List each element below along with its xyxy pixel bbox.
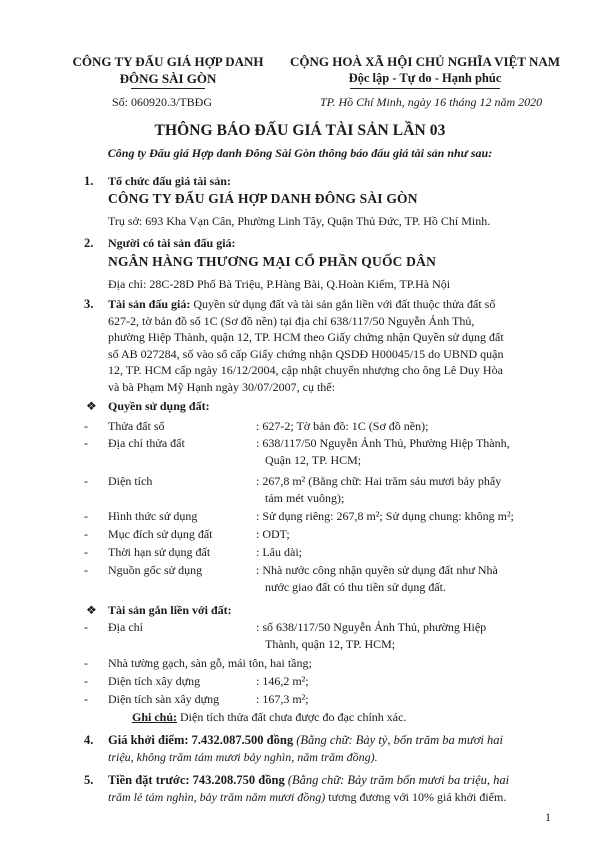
land-row-label: Thửa đất số xyxy=(108,419,165,433)
deposit-tail: tương đương với 10% giá khởi điểm. xyxy=(328,789,507,804)
attached-area-label: Diện tích xây dựng xyxy=(108,674,201,688)
land-row-value: : 638/117/50 Nguyễn Ảnh Thủ, Phường Hiệp Thành, xyxy=(256,436,510,450)
section-3-label: Tài sản đấu giá: xyxy=(108,297,191,311)
asset-line-1: Quyền sử dụng đất và tài sản gắn liền với đất thuộc thửa đất số xyxy=(193,297,496,311)
company-name-line1: CÔNG TY ĐẤU GIÁ HỢP DANH xyxy=(72,54,264,69)
dash: - xyxy=(84,419,88,433)
land-row-value-cont: tám mét vuông); xyxy=(265,491,345,505)
note-text: Diện tích thửa đất chưa được đo đạc chính xác. xyxy=(180,710,407,724)
document-title: THÔNG BÁO ĐẤU GIÁ TÀI SẢN LẦN 03 xyxy=(154,122,446,139)
attached-floor-value: : 167,3 m²; xyxy=(256,692,309,706)
dash: - xyxy=(84,509,88,523)
owner-address: Địa chỉ: 28C-28D Phố Bà Triệu, P.Hàng Bài, Q.Hoàn Kiếm, TP.Hà Nội xyxy=(108,277,451,291)
land-row-value: : Nhà nước công nhận quyền sử dụng đất như Nhà xyxy=(256,563,498,577)
land-row-label: Thời hạn sử dụng đất xyxy=(108,545,211,559)
section-5-number: 5. xyxy=(84,773,94,787)
starting-price xyxy=(108,732,552,765)
company-header xyxy=(58,53,278,89)
asset-line-5: 12, TP. HCM cấp ngày 16/12/2004, cập nhật chuyển nhượng cho ông Lê Duy Hòa xyxy=(108,363,503,377)
page-number: 1 xyxy=(545,810,551,824)
deposit-words-1: (Bằng chữ: Bảy trăm bốn mươi ba triệu, hai xyxy=(287,773,510,787)
land-row-label: Diện tích xyxy=(108,474,153,488)
dash: - xyxy=(84,656,88,670)
dash: - xyxy=(84,545,88,559)
land-row-value: : Lâu dài; xyxy=(256,545,302,559)
nation-underline xyxy=(350,88,500,89)
land-row-value: : ODT; xyxy=(256,527,290,541)
attached-bullet-icon: ❖ xyxy=(86,603,97,617)
nation-title: CỘNG HOÀ XÃ HỘI CHỦ NGHĨA VIỆT NAM xyxy=(289,54,561,69)
land-row-label: Mục đích sử dụng đất xyxy=(108,527,213,541)
section-3-number: 3. xyxy=(84,297,94,311)
section-3-body xyxy=(108,296,550,395)
land-row-value-cont: nước giao đất có thu tiền sử dụng đất. xyxy=(265,580,446,594)
intro-text: Công ty Đấu giá Hợp danh Đông Sài Gòn thông báo đấu giá tài sản như sau: xyxy=(107,146,493,160)
dash: - xyxy=(84,692,88,706)
asset-line-4: số AB 027284, số vào sổ cấp Giấy chứng nhận QSDĐ H00045/15 do UBND quận xyxy=(108,346,504,361)
starting-price-words-1: (Bằng chữ: Bảy tỷ, bốn trăm ba mươi hai xyxy=(296,733,503,747)
dash: - xyxy=(84,527,88,541)
land-row-label: Hình thức sử dụng xyxy=(108,509,198,523)
nation-motto: Độc lập - Tự do - Hạnh phúc xyxy=(348,71,502,85)
asset-line-6: và bà Phạm Mỹ Hạnh ngày 30/07/2007, cụ thể: xyxy=(108,379,335,394)
deposit-label: Tiền đặt trước: 743.208.750 đồng xyxy=(108,773,285,787)
section-4-number: 4. xyxy=(84,733,94,747)
attached-area-value: : 146,2 m²; xyxy=(256,674,309,688)
attached-address-label: Địa chỉ xyxy=(108,620,143,634)
land-row-value: : Sử dụng riêng: 267,8 m²; Sử dụng chung: không m²; xyxy=(256,509,514,523)
deposit-words-2: trăm lẻ tám nghìn, bảy trăm năm mươi đồng) xyxy=(108,789,326,804)
land-bullet-icon: ❖ xyxy=(86,399,97,413)
attached-floor-label: Diện tích sàn xây dựng xyxy=(108,692,220,706)
attached-structure: Nhà tường gạch, sàn gỗ, mái tôn, hai tầng; xyxy=(108,656,312,670)
section-2-label: Người có tài sản đấu giá: xyxy=(108,236,236,250)
asset-line-3: phường Hiệp Thành, quận 12, TP. HCM theo Giấy chứng nhận Quyền sử dụng đất xyxy=(108,330,504,344)
company-name-line2: ĐÔNG SÀI GÒN xyxy=(119,71,217,86)
land-heading: Quyền sử dụng đất: xyxy=(108,399,210,413)
owner-name: NGÂN HÀNG THƯƠNG MẠI CỔ PHẦN QUỐC DÂN xyxy=(108,254,437,269)
land-row-label: Địa chỉ thửa đất xyxy=(108,436,185,450)
land-row-value: : 627-2; Tờ bản đồ: 1C (Sơ đồ nền); xyxy=(256,419,429,433)
starting-price-label: Giá khởi điểm: 7.432.087.500 đồng xyxy=(108,733,294,747)
section-1-number: 1. xyxy=(84,174,94,188)
company-underline xyxy=(131,88,205,89)
starting-price-words-2: triệu, không trăm tám mươi bảy nghìn, năm trăm đồng). xyxy=(108,749,378,764)
auction-company-address: Trụ sở: 693 Kha Vạn Cân, Phường Linh Tây, Quận Thủ Đức, TP. Hồ Chí Minh. xyxy=(108,214,491,228)
dash: - xyxy=(84,674,88,688)
land-row-value: : 267,8 m² (Bằng chữ: Hai trăm sáu mươi bảy phẩy xyxy=(256,474,502,488)
nation-header xyxy=(278,53,572,89)
note xyxy=(132,709,406,726)
dash: - xyxy=(84,620,88,634)
asset-line-2: 627-2, tờ bản đồ số 1C (Sơ đồ nền) tại địa chỉ 638/117/50 Nguyễn Ảnh Thủ, xyxy=(108,313,475,328)
land-row-value-cont: Quận 12, TP. HCM; xyxy=(265,453,362,467)
document-number: Số: 060920.3/TBĐG xyxy=(112,95,213,109)
dash: - xyxy=(84,436,88,450)
attached-address-value-cont: Thành, quận 12, TP. HCM; xyxy=(265,637,396,651)
dash: - xyxy=(84,563,88,577)
dash: - xyxy=(84,474,88,488)
deposit xyxy=(108,772,552,805)
note-label: Ghi chú: xyxy=(132,710,178,724)
section-2-number: 2. xyxy=(84,236,94,250)
auction-company-name: CÔNG TY ĐẤU GIÁ HỢP DANH ĐÔNG SÀI GÒN xyxy=(108,191,418,206)
attached-heading: Tài sản gắn liền với đất: xyxy=(108,603,232,617)
section-1-label: Tổ chức đấu giá tài sản: xyxy=(108,174,231,188)
attached-address-value: : số 638/117/50 Nguyễn Ảnh Thủ, phường Hiệp xyxy=(256,620,487,634)
place-date: TP. Hồ Chí Minh, ngày 16 tháng 12 năm 2020 xyxy=(320,95,543,109)
land-row-label: Nguồn gốc sử dụng xyxy=(108,563,203,577)
